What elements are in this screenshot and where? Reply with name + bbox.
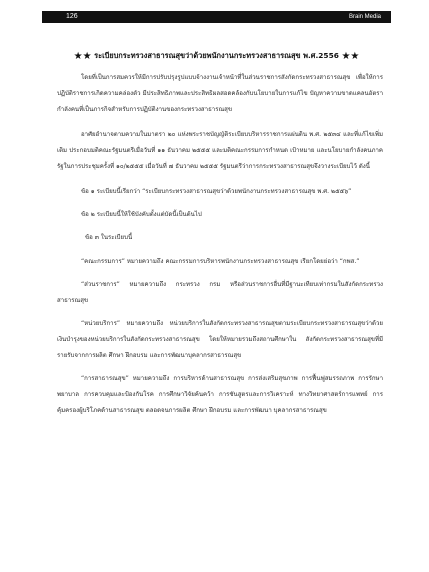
header-bar bbox=[42, 11, 391, 23]
clause-2-paragraph: ข้อ ๒ ระเบียบนี้ให้ใช้บังคับตั้งแต่บัดนี้เป็นต้นไป bbox=[81, 211, 202, 218]
star-icon: ★★ bbox=[73, 51, 92, 62]
star-icon: ★★ bbox=[341, 51, 360, 62]
definition-service-unit: “หน่วยบริการ” หมายความถึง หน่วยบริการในสังกัดกระทรวงสาธารณสุขตามระเบียบกระทรวงสาธารณสุขว่าด้วยเงินบำรุงของหน่วยบริการในสังกัดกระทรวงสาธารณสุข โดยให้หมายรวมถึงสถานศึกษาใน สังกัดกระทรวงสาธารณสุขที่มีรายรับจากการผลิต ศึกษา ฝึกอบรม และการพัฒนาบุคลากรสาธารณสุข bbox=[57, 320, 383, 359]
preamble-paragraph: โดยที่เป็นการสมควรให้มีการปรับปรุงรูปแบบจ้างงานเจ้าหน้าที่ในส่วนราชการสังกัดกระทรวงสาธารณสุข เพื่อให้การปฏิบัติราชการเกิดความคล่องตัว มีประสิทธิภาพและประสิทธิผลสอดคล้องกับนโยบายในการแก้ไข ปัญหาความขาดแคลนอัตรากำลังคนที่เป็นภารกิจสำหรับการปฏิบัติงานของกระทรวงสาธารณสุข bbox=[57, 74, 383, 113]
clause-1-paragraph: ข้อ ๑ ระเบียบนี้เรียกว่า “ระเบียบกระทรวงสาธารณสุขว่าด้วยพนักงานกระทรวงสาธารณสุข พ.ศ. ๒๕๕๖” bbox=[81, 188, 352, 195]
regulation-title-text: ระเบียบกระทรวงสาธารณสุขว่าด้วยพนักงานกระทรวงสาธารณสุข พ.ศ.2556 bbox=[94, 51, 339, 60]
definition-government-agency: “ส่วนราชการ” หมายความถึง กระทรวง กรม หรือส่วนราชการอื่นที่มีฐานะเทียบเท่ากรมในสังกัดกระทรวงสาธารณสุข bbox=[57, 281, 383, 304]
authority-paragraph: อาศัยอำนาจตามความในมาตรา ๒๐ แห่งพระราชบัญญัติระเบียบบริหารราชการแผ่นดิน พ.ศ. ๒๕๓๔ และที่แก้ไขเพิ่มเติม ประกอบมติคณะรัฐมนตรีเมื่อวันที่ ๑๑ ธันวาคม ๒๕๕๕ และมติคณะกรรมการกำหนด เป้าหมาย และนโยบายกำลังคนภาครัฐในการประชุมครั้งที่ ๑๐/๒๕๕๕ เมื่อวันที่ ๗ ธันวาคม ๒๕๕๕ รัฐมนตรีว่าการกระทรวงสาธารณสุขจึงวางระเบียบไว้ ดังนี้ bbox=[57, 131, 383, 170]
document-body bbox=[57, 70, 383, 426]
clause-3-heading: ข้อ ๓ ในระเบียบนี้ bbox=[85, 234, 133, 241]
page-number: 126 bbox=[66, 13, 78, 20]
definition-committee: “คณะกรรมการ” หมายความถึง คณะกรรมการบริหารพนักงานกระทรวงสาธารณสุข เรียกโดยย่อว่า “กพส.” bbox=[81, 258, 360, 265]
definition-public-health: “การสาธารณสุข” หมายความถึง การบริหารด้านสาธารณสุข การส่งเสริมสุขภาพ การฟื้นฟูสมรรถภาพ การรักษาพยาบาล การควบคุมและป้องกันโรค การศึกษาวิจัยค้นคว้า การชันสูตรและการวิเคราะห์ ทางวิทยาศาสตร์การแพทย์ การคุ้มครองผู้บริโภคด้านสาธารณสุข ตลอดจนการผลิต ศึกษา ฝึกอบรม และการพัฒนา บุคลากรสาธารณสุข bbox=[57, 375, 383, 414]
regulation-title bbox=[42, 50, 391, 62]
publisher-name: Brain Media bbox=[348, 14, 381, 20]
